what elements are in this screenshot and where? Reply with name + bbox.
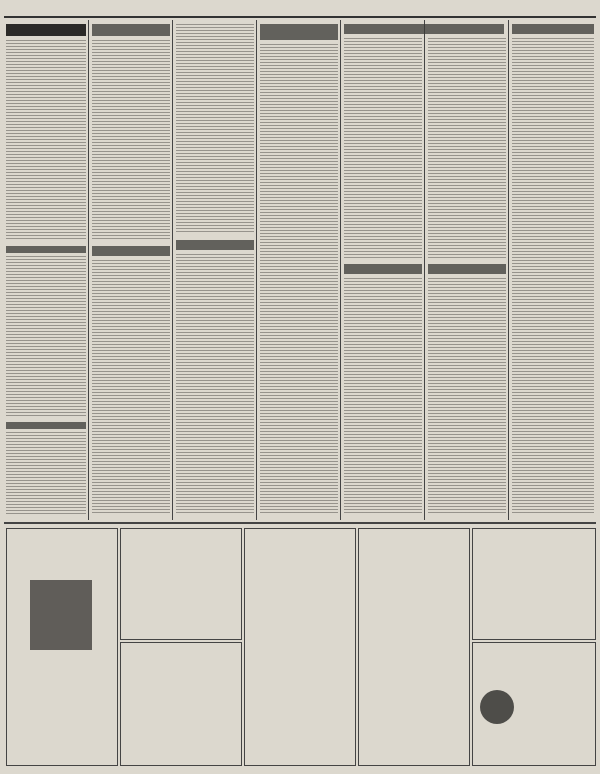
article-text bbox=[344, 38, 422, 258]
advertisement-image bbox=[30, 580, 92, 650]
article-text bbox=[176, 254, 254, 514]
section-divider bbox=[4, 522, 596, 524]
headline-bar bbox=[344, 24, 504, 34]
column-rule bbox=[172, 20, 173, 520]
column-rule bbox=[256, 20, 257, 520]
advertisement-block bbox=[244, 528, 356, 766]
article-text bbox=[260, 44, 338, 514]
headline-bar bbox=[6, 422, 86, 429]
article-text bbox=[6, 40, 86, 240]
article-text bbox=[176, 24, 254, 234]
article-text bbox=[6, 256, 86, 416]
advertisement-block bbox=[472, 528, 596, 640]
headline-bar bbox=[260, 24, 338, 40]
advertisement-block bbox=[120, 642, 242, 766]
headline-bar bbox=[512, 24, 594, 34]
advertisement-logo bbox=[480, 690, 514, 724]
article-text bbox=[92, 40, 170, 240]
headline-bar bbox=[344, 264, 422, 274]
article-text bbox=[92, 260, 170, 515]
column-rule bbox=[88, 20, 89, 520]
headline-bar bbox=[176, 240, 254, 250]
article-text bbox=[344, 278, 422, 514]
article-text bbox=[428, 38, 506, 258]
article-text bbox=[512, 38, 594, 514]
column-rule bbox=[424, 20, 425, 520]
advertisement-block bbox=[358, 528, 470, 766]
column-rule bbox=[340, 20, 341, 520]
advertisement-block bbox=[120, 528, 242, 640]
article-text bbox=[428, 278, 506, 514]
headline-bar bbox=[92, 24, 170, 36]
column-rule bbox=[508, 20, 509, 520]
section-header-bar bbox=[6, 24, 86, 36]
article-text bbox=[6, 432, 86, 516]
headline-bar bbox=[92, 246, 170, 256]
masthead-rule bbox=[4, 6, 596, 18]
headline-bar bbox=[428, 264, 506, 274]
headline-bar bbox=[6, 246, 86, 253]
